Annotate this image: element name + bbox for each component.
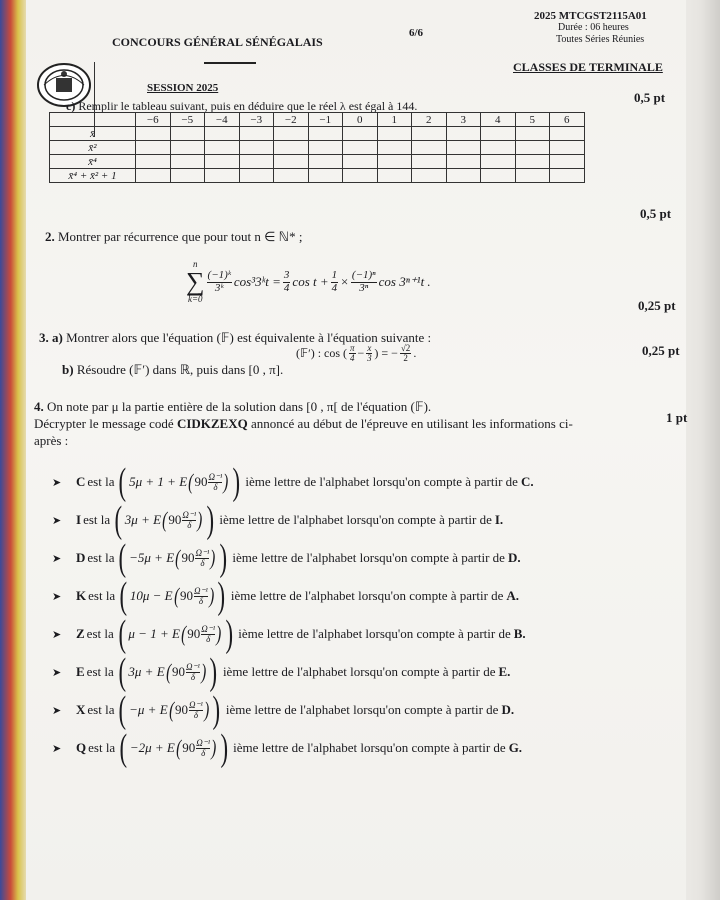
table-row-label: x̄⁴ <box>50 155 136 169</box>
open-paren: ( <box>119 689 127 731</box>
rule-start-letter: E. <box>498 664 511 679</box>
table-empty-cell <box>239 155 274 169</box>
q2-number: 2. <box>45 229 55 244</box>
table-header-cell: −2 <box>274 113 309 127</box>
table-empty-cell <box>343 141 378 155</box>
inner-close-paren: ) <box>210 545 216 570</box>
omega-delta-fraction <box>201 625 215 644</box>
rule-pre: est la <box>87 474 115 489</box>
arrow-bullet-icon: ➤ <box>52 704 62 717</box>
decode-rule-item <box>52 728 522 768</box>
close-paren: ) <box>206 499 214 541</box>
rule-expression <box>130 737 218 759</box>
table-empty-cell <box>550 155 585 169</box>
table-empty-cell <box>136 155 171 169</box>
inner-open-paren: ( <box>162 507 168 532</box>
rule-pre: est la <box>87 702 115 717</box>
rule-suffix: ième lettre de l'alphabet lorsqu'on compte à partir de <box>225 702 499 717</box>
table-empty-cell <box>481 155 516 169</box>
omega-delta-fraction <box>208 473 222 492</box>
lhs-tail: cos³3ᵏt = <box>233 274 281 289</box>
close-paren: ) <box>209 651 218 693</box>
inner-open-paren: ( <box>173 583 179 608</box>
rule-suffix: ième lettre de l'alphabet lorsqu'on compte à partir de <box>245 474 518 489</box>
table-header-cell: 1 <box>377 113 412 127</box>
table-empty-cell <box>412 141 447 155</box>
fraction-numerator: Ω⁻¹ <box>185 661 200 672</box>
table-row <box>50 169 585 183</box>
ninety-value: 90 <box>182 740 196 755</box>
rule-suffix: ième lettre de l'alphabet lorsqu'on compte à partir de <box>232 550 505 565</box>
rule-letter: K <box>76 588 87 603</box>
table-empty-cell <box>170 127 205 141</box>
close-paren: ) <box>219 537 227 579</box>
rule-expression <box>125 509 204 531</box>
arrow-bullet-icon: ➤ <box>52 476 62 489</box>
rule-pre: est la <box>86 664 114 679</box>
inner-close-paren: ) <box>204 697 210 722</box>
table-empty-cell <box>308 127 343 141</box>
decode-rule-item <box>52 538 521 578</box>
classes-label: CLASSES DE TERMINALE <box>513 60 663 74</box>
arrow-bullet-icon: ➤ <box>52 742 62 755</box>
exam-title: CONCOURS GÉNÉRAL SÉNÉGALAIS <box>112 35 323 49</box>
table-empty-cell <box>446 141 481 155</box>
table-empty-cell <box>343 127 378 141</box>
close-paren: ) <box>220 727 228 769</box>
session-label: SESSION 2025 <box>147 82 219 94</box>
q3b-label: b) <box>62 362 74 377</box>
page-number: 6/6 <box>409 27 424 39</box>
close-paren: ) <box>232 461 240 503</box>
rule-expression <box>128 661 207 683</box>
q1c-label: c) <box>66 99 76 113</box>
table-header-cell: −1 <box>308 113 343 127</box>
rule-start-letter: D. <box>501 702 515 717</box>
fraction-numerator: Ω⁻¹ <box>182 509 197 520</box>
q3-number: 3. <box>39 330 49 345</box>
inner-close-paren: ) <box>211 735 217 760</box>
sum-upper-bound: n <box>193 259 198 269</box>
inner-open-paren: ( <box>188 469 194 494</box>
table-empty-cell <box>308 155 343 169</box>
table-empty-cell <box>550 141 585 155</box>
rule-expr-text: μ − 1 + E <box>128 626 180 641</box>
table-header-cell: −6 <box>136 113 171 127</box>
eq-f1-denominator: 4 <box>350 353 355 364</box>
fraction-numerator: Ω⁻¹ <box>201 623 216 634</box>
table-header-cell: 0 <box>343 113 378 127</box>
q2-formula <box>186 260 431 304</box>
table-empty-cell <box>239 127 274 141</box>
table-header-cell: 5 <box>515 113 550 127</box>
q4-line2 <box>34 416 573 432</box>
fraction-denominator: δ <box>200 557 205 568</box>
table-header-cell: 6 <box>550 113 585 127</box>
q3a-label: a) <box>52 330 63 345</box>
decode-rule-item <box>52 690 514 730</box>
table-empty-cell <box>412 169 447 183</box>
q1c-text: Remplir le tableau suivant, puis en déduire que le réel λ est égal à 144. <box>78 99 418 113</box>
table-empty-cell <box>274 141 309 155</box>
open-paren: ( <box>119 537 127 579</box>
table-empty-cell <box>274 169 309 183</box>
fraction-denominator: δ <box>213 481 218 492</box>
table-empty-cell <box>136 169 171 183</box>
lhs-denominator: 3ᵏ <box>214 281 224 294</box>
inner-open-paren: ( <box>175 735 182 760</box>
table-empty-cell <box>308 141 343 155</box>
table-empty-cell <box>412 127 447 141</box>
inner-close-paren: ) <box>197 507 203 532</box>
ninety-value: 90 <box>179 588 193 603</box>
rule-expression <box>129 699 210 721</box>
table-empty-cell <box>446 127 481 141</box>
inner-open-paren: ( <box>181 621 187 646</box>
table-header-cell: −5 <box>170 113 205 127</box>
exam-series: Toutes Séries Réunies <box>556 34 645 45</box>
fraction-numerator: Ω⁻¹ <box>188 699 203 710</box>
exam-page <box>26 0 686 900</box>
rule-expr-text: 3μ + E <box>124 512 162 527</box>
open-paren: ( <box>118 613 126 655</box>
arrow-bullet-icon: ➤ <box>52 628 62 641</box>
table-row-label: x̄² <box>50 141 136 155</box>
arrow-bullet-icon: ➤ <box>52 552 62 565</box>
table-empty-cell <box>481 141 516 155</box>
open-paren: ( <box>118 651 126 693</box>
table-empty-cell <box>308 169 343 183</box>
ninety-value: 90 <box>187 626 201 641</box>
fraction-denominator: δ <box>198 595 204 606</box>
table-row-label: x̄ <box>50 127 136 141</box>
omega-delta-fraction <box>196 739 210 758</box>
q2-statement <box>45 229 302 245</box>
points-q4: 1 pt <box>666 410 688 425</box>
q4-number: 4. <box>34 399 44 414</box>
table-empty-cell <box>274 155 309 169</box>
table-header-cell: −3 <box>239 113 274 127</box>
table-header-cell: −4 <box>205 113 240 127</box>
table-empty-cell <box>550 127 585 141</box>
table-empty-cell <box>239 169 274 183</box>
fraction-denominator: δ <box>201 747 206 758</box>
table-empty-cell <box>377 155 412 169</box>
values-table <box>49 112 585 183</box>
omega-delta-fraction <box>189 701 203 720</box>
omega-delta-fraction <box>182 511 196 530</box>
coded-message: CIDKZEXQ <box>176 416 248 431</box>
table-empty-cell <box>377 169 412 183</box>
eq-f3-numerator: √2 <box>400 343 411 353</box>
table-empty-cell <box>343 155 378 169</box>
title-underline <box>204 62 256 64</box>
rule-suffix: ième lettre de l'alphabet lorsqu'on compte à partir de <box>222 664 496 679</box>
table-row <box>50 141 585 155</box>
rule-letter: D <box>76 550 86 565</box>
decode-rule-item <box>52 576 519 616</box>
decode-rule-item <box>52 614 526 654</box>
lhs-numerator: (−1)ᵏ <box>207 268 231 281</box>
table-empty-cell <box>446 169 481 183</box>
ninety-value: 90 <box>168 512 182 527</box>
r2-numerator: 1 <box>331 268 338 281</box>
omega-delta-fraction <box>186 663 200 682</box>
table-empty-cell <box>170 141 205 155</box>
q3a-text: Montrer alors que l'équation (𝔽) est équivalente à l'équation suivante : <box>66 330 432 345</box>
q4-line1 <box>34 399 431 415</box>
rule-start-letter: G. <box>508 740 523 755</box>
table-empty-cell <box>377 141 412 155</box>
close-paren: ) <box>217 575 226 617</box>
table-empty-cell <box>515 155 550 169</box>
rule-expr-text: 10μ − E <box>129 588 173 603</box>
rule-expr-text: −μ + E <box>129 702 168 717</box>
rule-pre: est la <box>87 550 115 565</box>
r1-numerator: 3 <box>283 268 290 281</box>
rule-expression <box>130 585 215 607</box>
exam-code: 2025 MTCGST2115A01 <box>534 10 647 22</box>
table-empty-cell <box>412 155 447 169</box>
open-paren: ( <box>114 499 123 541</box>
eq-f2-denominator: 3 <box>367 353 372 364</box>
rule-start-letter: I. <box>494 512 504 527</box>
table-empty-cell <box>170 169 205 183</box>
rule-start-letter: A. <box>506 588 520 603</box>
points-q1c: 0,5 pt <box>634 90 666 105</box>
eq-minus: − <box>357 346 365 361</box>
rule-start-letter: C. <box>520 474 534 489</box>
table-header-cell: 3 <box>446 113 481 127</box>
decode-rule-item <box>52 500 503 540</box>
rule-expression <box>129 547 217 569</box>
fraction-denominator: δ <box>187 519 192 530</box>
fraction-numerator: Ω⁻¹ <box>195 547 210 558</box>
eq-end: . <box>413 346 417 361</box>
rule-expr-text: −5μ + E <box>129 550 175 565</box>
eq-f3-denominator: 2 <box>403 353 408 364</box>
fraction-denominator: δ <box>193 709 199 720</box>
table-empty-cell <box>515 141 550 155</box>
rule-expression <box>128 623 222 645</box>
r1-denominator: 4 <box>283 281 290 294</box>
points-q3a: 0,25 pt <box>638 298 676 313</box>
inner-open-paren: ( <box>165 659 171 684</box>
rule-letter: C <box>76 474 86 489</box>
table-empty-cell <box>274 127 309 141</box>
arrow-bullet-icon: ➤ <box>52 590 62 603</box>
table-row <box>50 127 585 141</box>
points-q3b: 0,25 pt <box>642 343 680 358</box>
rule-suffix: ième lettre de l'alphabet lorsqu'on compte à partir de <box>233 740 506 755</box>
eq-f1-numerator: π <box>350 343 355 353</box>
rule-suffix: ième lettre de l'alphabet lorsqu'on compte à partir de <box>219 512 492 527</box>
table-row <box>50 155 585 169</box>
ninety-value: 90 <box>174 702 188 717</box>
table-empty-cell <box>550 169 585 183</box>
q4-line2-pre: Décrypter le message codé <box>34 416 177 431</box>
ninety-value: 90 <box>194 474 208 489</box>
rule-letter: Q <box>76 740 87 755</box>
r2-denominator: 4 <box>331 281 338 294</box>
ninety-value: 90 <box>171 664 185 679</box>
open-paren: ( <box>119 461 127 503</box>
table-empty-cell <box>136 127 171 141</box>
decode-rule-item <box>52 462 534 502</box>
rule-expression <box>129 471 230 493</box>
rule-letter: I <box>76 512 82 527</box>
rule-pre: est la <box>86 626 114 641</box>
q2-text: Montrer par récurrence que pour tout n ∈ ℕ* ; <box>58 229 303 244</box>
rule-pre: est la <box>88 588 116 603</box>
open-paren: ( <box>119 575 128 617</box>
rule-letter: E <box>76 664 85 679</box>
close-paren: ) <box>225 613 233 655</box>
inner-open-paren: ( <box>168 697 174 722</box>
eq-f2-numerator: x <box>367 343 372 353</box>
inner-close-paren: ) <box>209 583 215 608</box>
rule-expr-text: −2μ + E <box>129 740 175 755</box>
q4-line3: après : <box>34 433 69 448</box>
rule-start-letter: B. <box>513 626 526 641</box>
table-empty-cell <box>205 127 240 141</box>
rule-start-letter: D. <box>507 550 521 565</box>
omega-delta-fraction <box>194 587 208 606</box>
q4-line1-text: On note par μ la partie entière de la solution dans [0 , π[ de l'équation (𝔽). <box>47 399 432 414</box>
rule-expr-text: 3μ + E <box>128 664 165 679</box>
points-q2: 0,5 pt <box>640 206 672 221</box>
table-empty-cell <box>239 141 274 155</box>
rule-letter: Z <box>76 626 85 641</box>
table-empty-cell <box>515 127 550 141</box>
r3-tail: cos 3ⁿ⁺¹t . <box>378 274 431 289</box>
rule-suffix: ième lettre de l'alphabet lorsqu'on compte à partir de <box>238 626 511 641</box>
q3b-text: Résoudre (𝔽′) dans ℝ, puis dans [0 , π]. <box>76 362 284 377</box>
table-empty-cell <box>205 141 240 155</box>
rule-expr-text: 5μ + 1 + E <box>129 474 188 489</box>
eq-mid: ) = − <box>374 346 398 361</box>
table-empty-cell <box>343 169 378 183</box>
sum-symbol: n ∑ k=0 <box>186 259 205 304</box>
eq-prefix: (𝔽′) : cos ( <box>296 346 348 361</box>
table-empty-cell <box>481 169 516 183</box>
q3-equation <box>296 344 416 364</box>
arrow-bullet-icon: ➤ <box>52 514 62 527</box>
q4-line2-post: annoncé au début de l'épreuve en utilisant les informations ci- <box>247 416 573 431</box>
table-empty-cell <box>205 169 240 183</box>
table-empty-cell <box>205 155 240 169</box>
exam-duration: Durée : 06 heures <box>558 22 629 33</box>
rule-letter: X <box>76 702 86 717</box>
table-corner-cell <box>50 113 136 127</box>
r2-tail: × <box>340 274 349 289</box>
table-empty-cell <box>481 127 516 141</box>
rule-suffix: ième lettre de l'alphabet lorsqu'on compte à partir de <box>230 588 504 603</box>
open-paren: ( <box>119 727 128 769</box>
fraction-denominator: δ <box>206 633 211 644</box>
q3b-statement <box>62 362 283 378</box>
sum-lower-bound: k=0 <box>187 294 203 304</box>
rule-pre: est la <box>83 512 111 527</box>
r1-tail: cos t + <box>292 274 329 289</box>
omega-delta-fraction <box>195 549 209 568</box>
r3-numerator: (−1)ⁿ <box>351 268 376 281</box>
table-header-row <box>50 113 585 127</box>
ninety-value: 90 <box>181 550 195 565</box>
r3-denominator: 3ⁿ <box>359 281 369 294</box>
fraction-numerator: Ω⁻¹ <box>193 585 208 596</box>
table-header-cell: 2 <box>412 113 447 127</box>
inner-close-paren: ) <box>223 469 229 494</box>
decode-rule-item <box>52 652 510 692</box>
inner-close-paren: ) <box>216 621 222 646</box>
fraction-numerator: Ω⁻¹ <box>196 737 211 748</box>
fraction-numerator: Ω⁻¹ <box>208 471 223 482</box>
table-empty-cell <box>377 127 412 141</box>
inner-close-paren: ) <box>201 659 207 684</box>
fraction-denominator: δ <box>190 671 196 682</box>
table-row-label: x̄⁴ + x̄² + 1 <box>50 169 136 183</box>
table-header-cell: 4 <box>481 113 516 127</box>
rule-pre: est la <box>88 740 116 755</box>
table-empty-cell <box>136 141 171 155</box>
table-empty-cell <box>446 155 481 169</box>
table-empty-cell <box>170 155 205 169</box>
inner-open-paren: ( <box>175 545 181 570</box>
arrow-bullet-icon: ➤ <box>52 666 62 679</box>
table-empty-cell <box>515 169 550 183</box>
close-paren: ) <box>212 689 221 731</box>
